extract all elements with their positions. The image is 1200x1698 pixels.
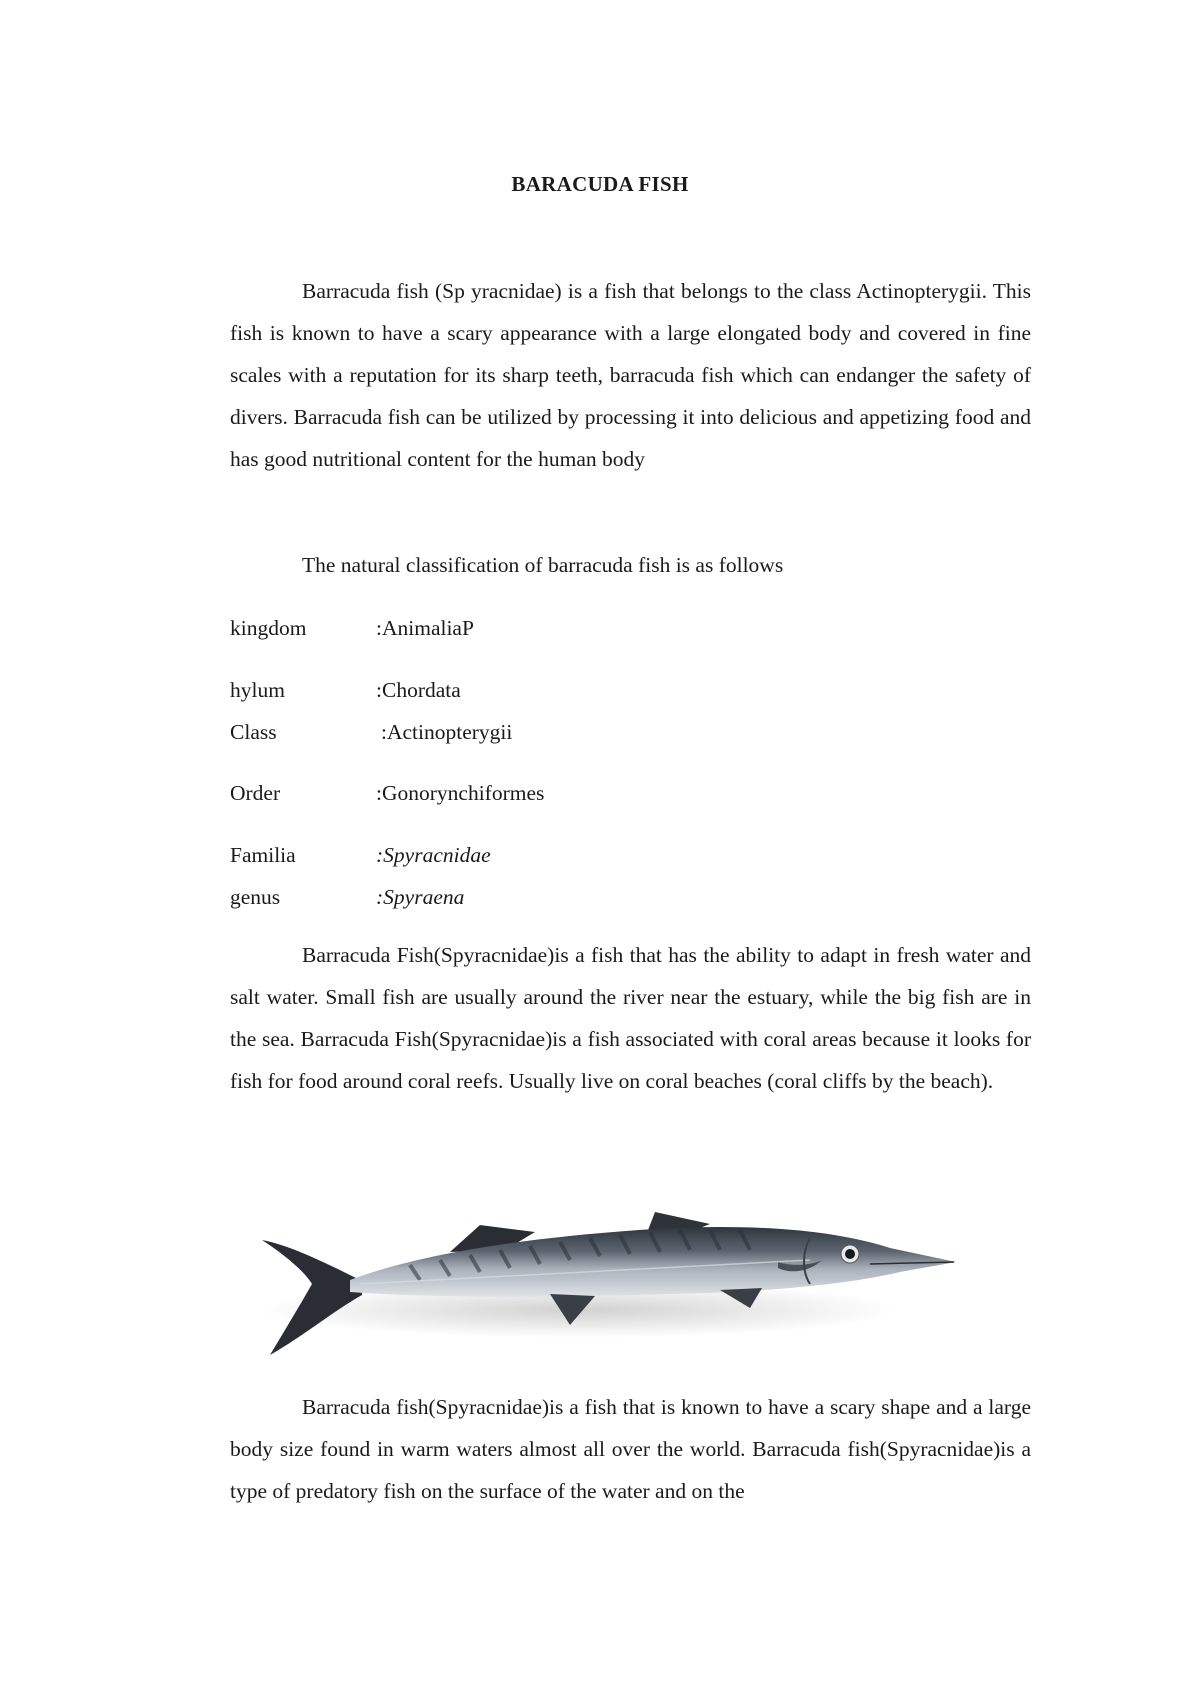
classification-key: kingdom xyxy=(230,616,307,640)
classification-key: genus xyxy=(230,885,281,909)
classification-key: Class xyxy=(230,720,277,744)
classification-value: :Spyraena xyxy=(376,885,465,909)
classification-key: Order xyxy=(230,781,281,805)
classification-key: Familia xyxy=(230,843,296,867)
classification-key: hylum xyxy=(230,678,285,702)
classification-intro: The natural classification of barracuda fish is as follows xyxy=(302,553,784,577)
classification-value: :AnimaliaP xyxy=(376,616,474,640)
document-title: BARACUDA FISH xyxy=(511,172,689,196)
paragraph-intro: Barracuda fish (Sp yracnidae) is a fish that belongs to the class Actinopterygii. This fish is known to have a scary appearance with a large elongated body and covered in fine scales with a reputation for its sharp teeth, barracuda fish which can endanger the safety of divers. Barracuda fish can be utilized by processing it into delicious and appetizing food and has good nutritional content for the human body xyxy=(230,279,1031,471)
classification-value: :Spyracnidae xyxy=(376,843,491,867)
paragraph-habitat: Barracuda Fish(Spyracnidae)is a fish that has the ability to adapt in fresh water and salt water. Small fish are usually around the river near the estuary, while the big fish are in the sea. Barracuda Fish(Spyracnidae)is a fish associated with coral areas because it looks for fish for food around coral reefs. Usually live on coral beaches (coral cliffs by the beach). xyxy=(230,943,1031,1093)
barracuda-image xyxy=(250,1180,980,1370)
classification-value: :Gonorynchiformes xyxy=(376,781,545,805)
classification-value: :Actinopterygii xyxy=(381,720,513,744)
classification-value: :Chordata xyxy=(376,678,461,702)
barracuda-illustration xyxy=(250,1180,980,1370)
paragraph-predator: Barracuda fish(Spyracnidae)is a fish that is known to have a scary shape and a large body size found in warm waters almost all over the world. Barracuda fish(Spyracnidae)is a type of predatory fish on the surface of the water and on the xyxy=(230,1395,1031,1503)
